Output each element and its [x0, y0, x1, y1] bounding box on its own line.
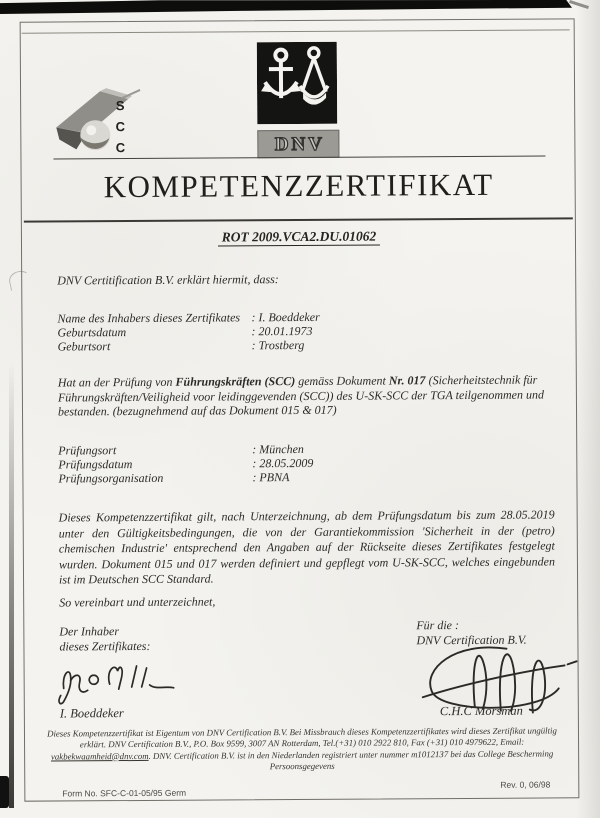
exam-paragraph: [58, 372, 554, 419]
field-label: Prüfungsort: [58, 443, 117, 458]
exam-paragraph-text: (Sicherheitstechnik für Führungskräften/Veiligheid voor leidinggevenden (SCC)) des U-SK-SCC der TGA teilgenommen und bestanden. (bezugnehmend auf das Dokument 015 & 017): [57, 372, 545, 419]
holder-fields: [57, 311, 320, 354]
field-label: Prüfungsdatum: [58, 456, 133, 472]
field-value: : 20.01.1973: [251, 323, 313, 339]
dnv-anchor-scales-icon: [257, 42, 337, 124]
field-value: : PBNA: [252, 469, 290, 484]
signature-heading-left: [59, 624, 150, 654]
dnv-logo-box: [257, 130, 339, 159]
certificate-number: ROT 2009.VCA2.DU.01062: [0, 227, 599, 247]
dnv-signature-name: C.H.C Morsman: [439, 703, 523, 719]
dnv-logo-text: DNV: [274, 133, 326, 155]
exam-paragraph-text: gemäss Dokument: [295, 373, 389, 389]
scc-emblem-icon: [48, 85, 148, 158]
field-value: : I. Boeddeker: [251, 309, 320, 325]
certificate-title: KOMPETENZZERTIFIKAT: [103, 166, 494, 205]
field-value: : 28.05.2009: [252, 455, 314, 471]
field-row: [58, 338, 320, 353]
signature-heading-right-line1: Für die :: [416, 618, 460, 633]
fine-print-email: vakbekwaamheid@dnv.com: [50, 750, 149, 762]
field-label: Name des Inhabers dieses Zertifikates: [57, 310, 241, 326]
signature-heading-left-line2: dieses Zertifikates:: [59, 638, 151, 653]
field-label: Geburtsdatum: [57, 324, 127, 340]
field-label: Prüfungsorganisation: [58, 470, 164, 486]
intro-statement: DNV Certitification B.V. erklärt hiermit, dass:: [57, 272, 279, 288]
field-row: [58, 471, 313, 486]
field-value: : Trostberg: [251, 337, 305, 352]
signature-heading-left-line1: Der Inhaber: [59, 624, 120, 639]
fine-print: [40, 725, 564, 773]
exam-fields: [58, 443, 313, 486]
form-number: Form No. SFC-C-01-05/95 Germ: [62, 787, 187, 799]
field-value: : München: [252, 441, 304, 457]
exam-document-bold: Nr. 017: [388, 373, 426, 388]
holder-signature: [54, 656, 179, 712]
scc-logo-letters: S C C: [115, 98, 126, 156]
agreement-line: So vereinbart und unterzeichnet,: [59, 594, 216, 610]
exam-paragraph-text: Hat an der Prüfung von: [57, 374, 176, 390]
fine-print-text: . DNV. Certification B.V. ist in den Niederlanden registriert unter nummer m1012137 bei das College Bescherming Persoonsgegevens: [148, 748, 554, 772]
validity-paragraph: Dieses Kompetenzzertifikat gilt, nach Unterzeichnung, ab dem Prüfungsdatum bis zum 28.05.2019 unter den Gültigkeitsbedingungen, die von der Garantiekommission 'Sicherheit in der (petro) chemischen Industrie' entsprechend den Angaben auf der Rückseite dieses Zertifikates festgelegt wurden. Dokument 015 und 017 werden definiert und gepflegt vom U-SK-SCC, welches eingebunden ist im Deutschen SCC Standard.: [58, 507, 555, 587]
signature-heading-right-line2: DNV Certification B.V.: [416, 632, 527, 647]
fine-print-text: Dieses Kompetenzzertifikat ist Eigentum von DNV Certification B.V. Bei Missbrauch dieses Kompetenzzertifikates wird dieses Zertifikat ungültig erklärt. DNV Certification B.V., P.O. Box 9599, 3007 AN Rotterdam, Tel.(+31) 010 2922 810, Fax (+31) 010 4979622, Email:: [47, 725, 557, 750]
holder-signature-name: I. Boeddeker: [59, 706, 124, 721]
revision-label: Rev. 0, 06/98: [500, 779, 551, 790]
field-label: Geburtsort: [57, 338, 111, 354]
exam-subject-bold: Führungskräften (SCC): [175, 374, 296, 389]
